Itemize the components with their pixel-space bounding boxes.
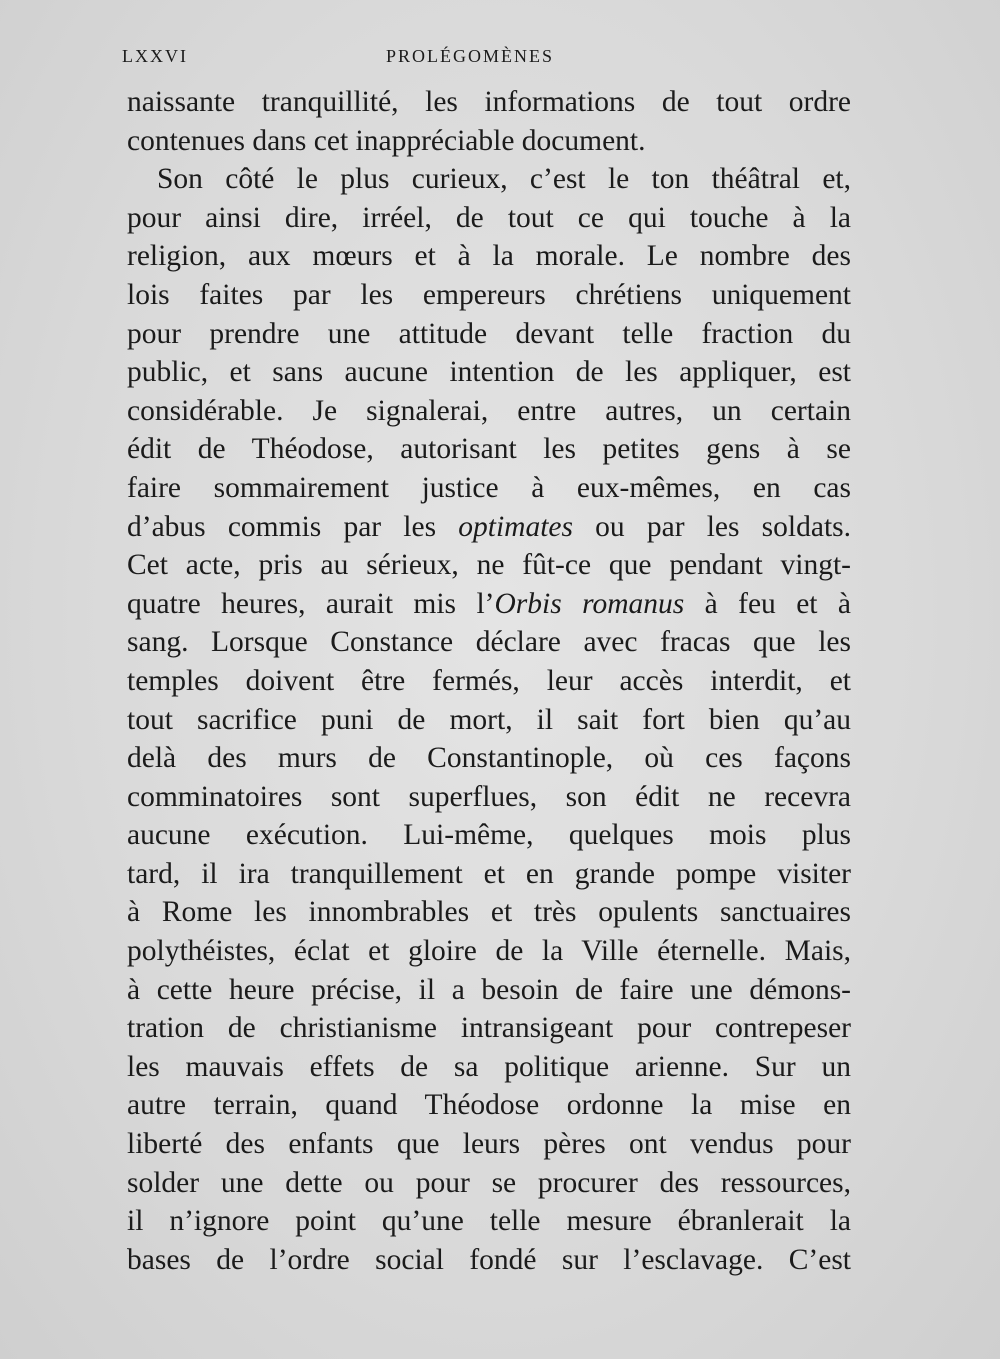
page-number: LXXVI <box>122 46 188 66</box>
text-line-25: tration de christianisme intransigeant pour contrepeser <box>127 1012 851 1045</box>
text-line-8: public, et sans aucune intention de les appliquer, est <box>127 356 851 389</box>
text-line-23: polythéistes, éclat et gloire de la Ville éternelle. Mais, <box>127 935 851 968</box>
text-line-21: tard, il ira tranquillement et en grande pompe visiter <box>127 857 851 890</box>
text-line-11: faire sommairement justice à eux-mêmes, en cas <box>127 471 851 504</box>
text-line-16: temples doivent être fermés, leur accès interdit, et <box>127 664 851 697</box>
text-line-31: bases de l’ordre social fondé sur l’esclavage. C’est <box>127 1243 851 1276</box>
text-line-22: à Rome les innombrables et très opulents sanctuaires <box>127 896 851 929</box>
text-line-18: delà des murs de Constantinople, où ces façons <box>127 742 851 775</box>
text-line-24: à cette heure précise, il a besoin de faire une démons- <box>127 973 851 1006</box>
text-line-7: pour prendre une attitude devant telle fraction du <box>127 317 851 350</box>
text-line-27: autre terrain, quand Théodose ordonne la mise en <box>127 1089 851 1122</box>
text-line-1: naissante tranquillité, les informations de tout ordre <box>127 86 851 118</box>
text-line-30: il n’ignore point qu’une telle mesure ébranlerait la <box>127 1205 851 1238</box>
text-line-13: Cet acte, pris au sérieux, ne fût-ce que pendant vingt- <box>127 549 851 582</box>
text-line-3: Son côté le plus curieux, c’est le ton théâtral et, <box>157 163 851 196</box>
text-line-10: édit de Théodose, autorisant les petites gens à se <box>127 433 851 466</box>
text-line-4: pour ainsi dire, irréel, de tout ce qui touche à la <box>127 201 851 234</box>
running-head <box>122 46 852 70</box>
body-text <box>127 83 851 1279</box>
running-title: PROLÉGOMÈNES <box>386 46 555 66</box>
text-line-26: les mauvais effets de sa politique arienne. Sur un <box>127 1050 851 1083</box>
text-line-17: tout sacrifice puni de mort, il sait fort bien qu’au <box>127 703 851 736</box>
text-line-19: comminatoires sont superflues, son édit ne recevra <box>127 780 851 813</box>
text-line-29: solder une dette ou pour se procurer des ressources, <box>127 1166 851 1199</box>
text-line-14: quatre heures, aurait mis l’Orbis romanus à feu et à <box>127 587 851 620</box>
italic-term: optimates <box>458 510 573 543</box>
text-line-12: d’abus commis par les optimates ou par les soldats. <box>127 510 852 543</box>
text-line-2: contenues dans cet inappréciable document. <box>127 124 646 157</box>
text-line-9: considérable. Je signalerai, entre autres, un certain <box>127 394 851 427</box>
text-line-5: religion, aux mœurs et à la morale. Le nombre des <box>127 240 851 273</box>
text-line-28: liberté des enfants que leurs pères ont vendus pour <box>127 1128 851 1161</box>
text-line-15: sang. Lorsque Constance déclare avec fracas que les <box>127 626 851 659</box>
text-line-20: aucune exécution. Lui-même, quelques mois plus <box>127 819 851 852</box>
text-line-6: lois faites par les empereurs chrétiens uniquement <box>127 278 851 311</box>
italic-term: Orbis romanus <box>494 587 685 620</box>
